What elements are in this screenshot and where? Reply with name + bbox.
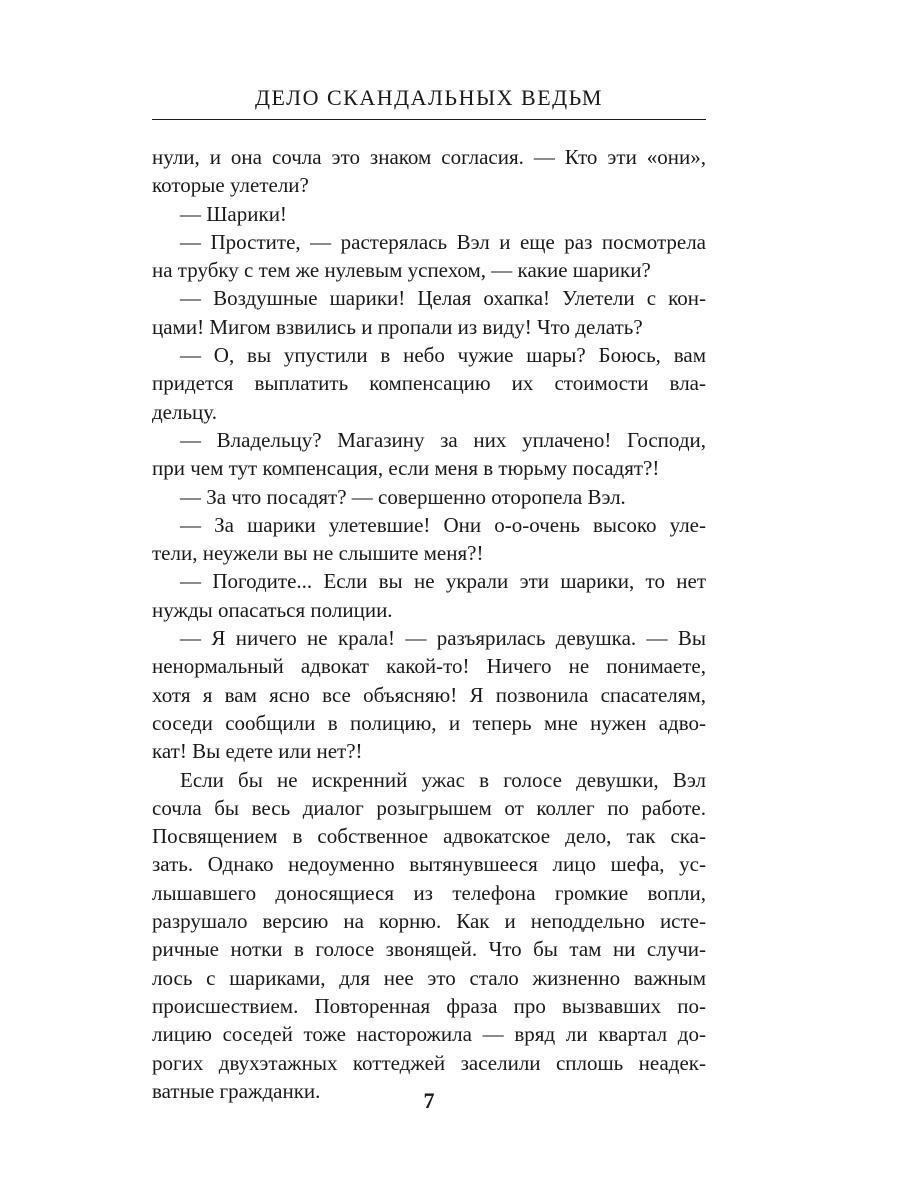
text-line: лышавшего доносящиеся из телефона громкие вопли,: [152, 880, 706, 905]
text-line: — Простите, — растерялась Вэл и еще раз посмотрела: [180, 229, 706, 254]
text-line: рогих двухэтажных коттеджей заселили сплошь неадек-: [152, 1050, 706, 1075]
text-line: придется выплатить компенсацию их стоимости вла-: [152, 371, 706, 396]
text-line: ненормальный адвокат какой-то! Ничего не понимаете,: [152, 654, 706, 679]
text-line: разрушало версию на корню. Как и неподдельно исте-: [152, 909, 706, 934]
text-line: лось с шариками, для нее это стало жизненно важным: [152, 965, 706, 990]
running-head: ДЕЛО СКАНДАЛЬНЫХ ВЕДЬМ: [255, 85, 603, 110]
text-line: — Шарики!: [180, 201, 287, 226]
text-line: сочла бы весь диалог розыгрышем от коллег по работе.: [152, 795, 706, 820]
text-line: — О, вы упустили в небо чужие шары? Боюсь, вам: [180, 343, 706, 368]
text-line: дельцу.: [152, 399, 217, 424]
text-line: нули, и она сочла это знаком согласия. — Кто эти «они»,: [152, 145, 706, 169]
text-line: ватные гражданки.: [152, 1078, 321, 1103]
text-line: кат! Вы едете или нет?!: [152, 739, 363, 764]
text-line: нужды опасаться полиции.: [152, 597, 393, 622]
text-line: — Владельцу? Магазину за них уплачено! Господи,: [180, 427, 706, 452]
header-rule: [152, 119, 706, 120]
text-line: хотя я вам ясно все объясняю! Я позвонила спасателям,: [152, 682, 706, 707]
text-line: — За шарики улетевшие! Они о-о-очень высоко уле-: [180, 512, 706, 537]
text-line: соседи сообщили в полицию, и теперь мне нужен адво-: [152, 710, 706, 735]
text-line: зать. Однако недоуменно вытянувшееся лицо шефа, ус-: [152, 852, 706, 877]
body-text: [152, 143, 706, 1105]
text-line: ричные нотки в голосе звонящей. Что бы там ни случи-: [152, 937, 706, 962]
text-line: происшествием. Повторенная фраза про вызвавших по-: [152, 993, 706, 1018]
text-line: тели, неужели вы не слышите меня?!: [152, 541, 484, 566]
text-line: при чем тут компенсация, если меня в тюрьму посадят?!: [152, 456, 660, 481]
text-line: на трубку с тем же нулевым успехом, — какие шарики?: [152, 258, 651, 283]
text-line: которые улетели?: [152, 173, 309, 198]
page-number: 7: [423, 1088, 435, 1113]
text-line: лицию соседей тоже насторожила — вряд ли квартал до-: [152, 1022, 706, 1047]
text-line: — Погодите... Если вы не украли эти шарики, то нет: [180, 569, 706, 594]
text-line: — Я ничего не крала! — разъярилась девушка. — Вы: [180, 626, 706, 651]
text-line: Если бы не искренний ужас в голосе девушки, Вэл: [180, 767, 706, 792]
text-line: Посвящением в собственное адвокатское дело, так ска-: [152, 824, 706, 849]
text-line: — Воздушные шарики! Целая охапка! Улетели с кон-: [180, 286, 706, 311]
text-line: — За что посадят? — совершенно оторопела Вэл.: [180, 484, 626, 509]
text-line: цами! Мигом взвились и пропали из виду! Что делать?: [152, 314, 643, 339]
